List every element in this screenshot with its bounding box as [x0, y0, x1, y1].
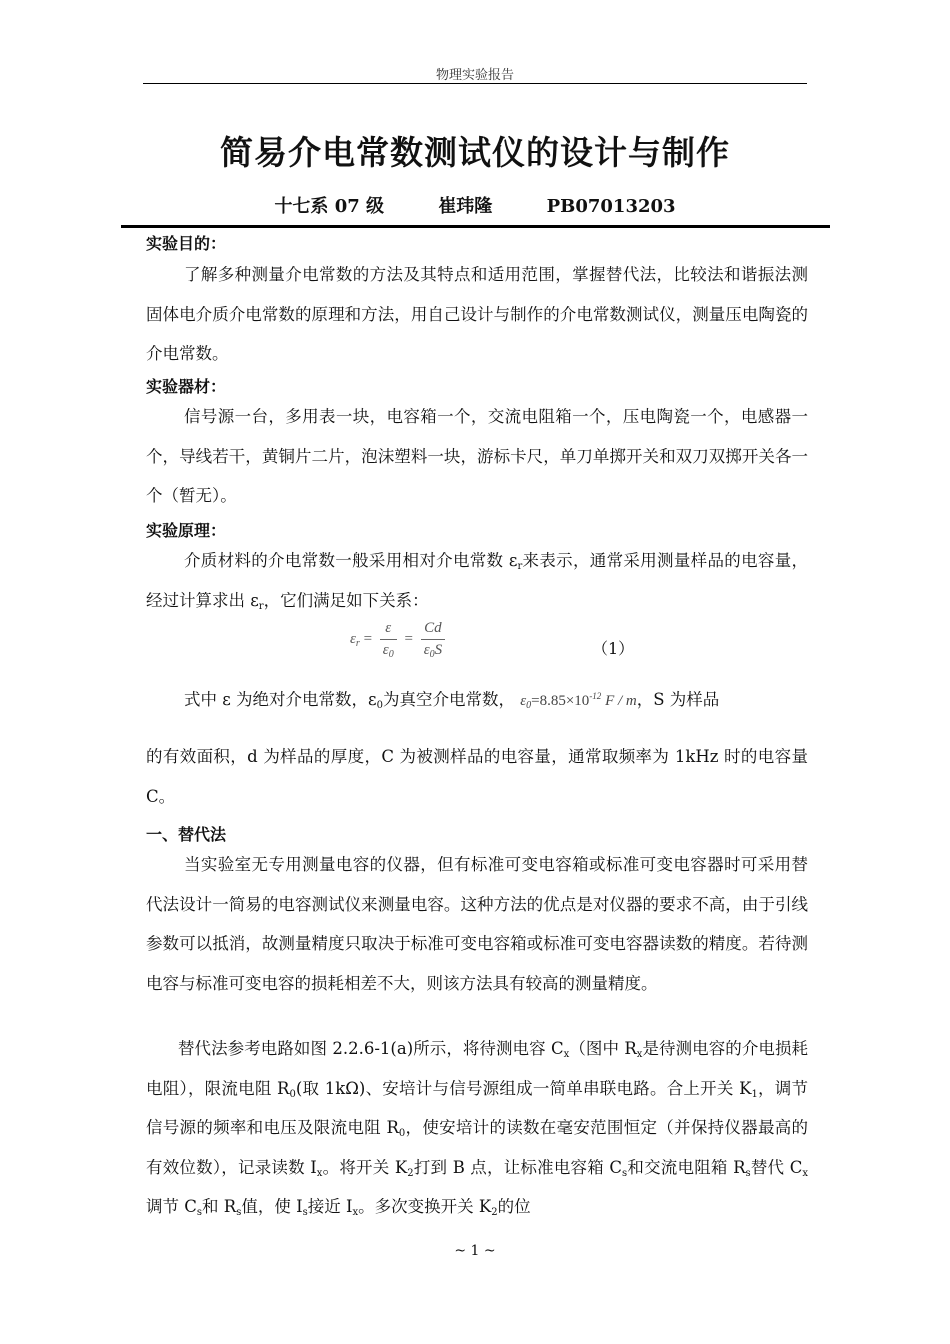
equation-1-number: （1）: [592, 639, 635, 658]
header-rule: [143, 83, 807, 84]
principle-paragraph-1: 介质材料的介电常数一般采用相对介电常数 $\varepsilon_r$来表示，通常采用测量样品的电容量，经过计算求出 $\varepsilon_r$，它们满足如下关系：: [146, 551, 808, 612]
method1-paragraph-2: 替代法参考电路如图 2.2.6-1(a)所示，将待测电容 $C_x$（图中 $R_x$是待测电容的介电损耗电阻），限流电阻 $R_0$(取 1kΩ)、安培计与信号源组成一简单串联电路。合上开关 $K_1$，调节信号源的频率和电压及限流电阻 $R_0$，使安培计的读数在毫安范围恒定（并保持仪器最高的有效位数），记录读数 $I_x$。将开关 $K_2$打到 B 点，让标准电容箱 $C_s$和交流电阻箱 $R_s$替代 $C_x$调节 $C_s$和 $R_s$值，使 $I_s$接近 $I_x$。多次变换开关 $K_2$的位: [146, 1039, 809, 1218]
purpose-heading: 实验目的：: [146, 234, 227, 253]
purpose-text: 了解多种测量介电常数的方法及其特点和适用范围，掌握替代法，比较法和谐振法测固体电介质介电常数的原理和方法，用自己设计与制作的介电常数测试仪，测量压电陶瓷的介电常数。: [146, 265, 808, 363]
author-name: 崔玮隆: [438, 196, 493, 217]
method1-heading: 一、替代法: [146, 825, 227, 844]
title-rule: [121, 225, 830, 228]
principle-paragraph-3: 的有效面积，d 为样品的厚度，C 为被测样品的电容量，通常取频率为 1kHz 时的电容量 C。: [146, 747, 808, 806]
equation-1: $\varepsilon_r$ = $\frac{\varepsilon}{\varepsilon_0}$ = $\frac{Cd}{\varepsilon_0S}$: [350, 620, 449, 659]
author-id: PB07013203: [546, 196, 676, 217]
principle-paragraph-2: 式中 ε 为绝对介电常数，$\varepsilon_0$为真空介电常数， $\varepsilon_0=8.85\times 10^{-12}$ F / m，S 为样品: [184, 690, 720, 711]
author-line: [0, 192, 950, 218]
document-title: 简易介电常数测试仪的设计与制作: [220, 133, 730, 172]
equipment-heading: 实验器材：: [146, 377, 227, 396]
page-header: 物理实验报告: [435, 68, 514, 83]
method1-paragraph-1: 当实验室无专用测量电容的仪器，但有标准可变电容箱或标准可变电容器时可采用替代法设计一简易的电容测试仪来测量电容。这种方法的优点是对仪器的要求不高，由于引线参数可以抵消，故测量精度只取决于标准可变电容箱或标准可变电容器读数的精度。若待测电容与标准可变电容的损耗相差不大，则该方法具有较高的测量精度。: [146, 855, 808, 993]
equation-2: $\varepsilon_0=8.85\times 10^{-12}$ F / m: [520, 691, 637, 711]
author-class: 十七系 07 级: [274, 196, 385, 217]
page-number: ~ 1 ~: [454, 1243, 496, 1259]
principle-heading: 实验原理：: [146, 521, 227, 540]
equipment-text: 信号源一台，多用表一块，电容箱一个，交流电阻箱一个，压电陶瓷一个，电感器一个，导线若干，黄铜片二片，泡沫塑料一块，游标卡尺，单刀单掷开关和双刀双掷开关各一个（暂无）。: [146, 407, 808, 505]
